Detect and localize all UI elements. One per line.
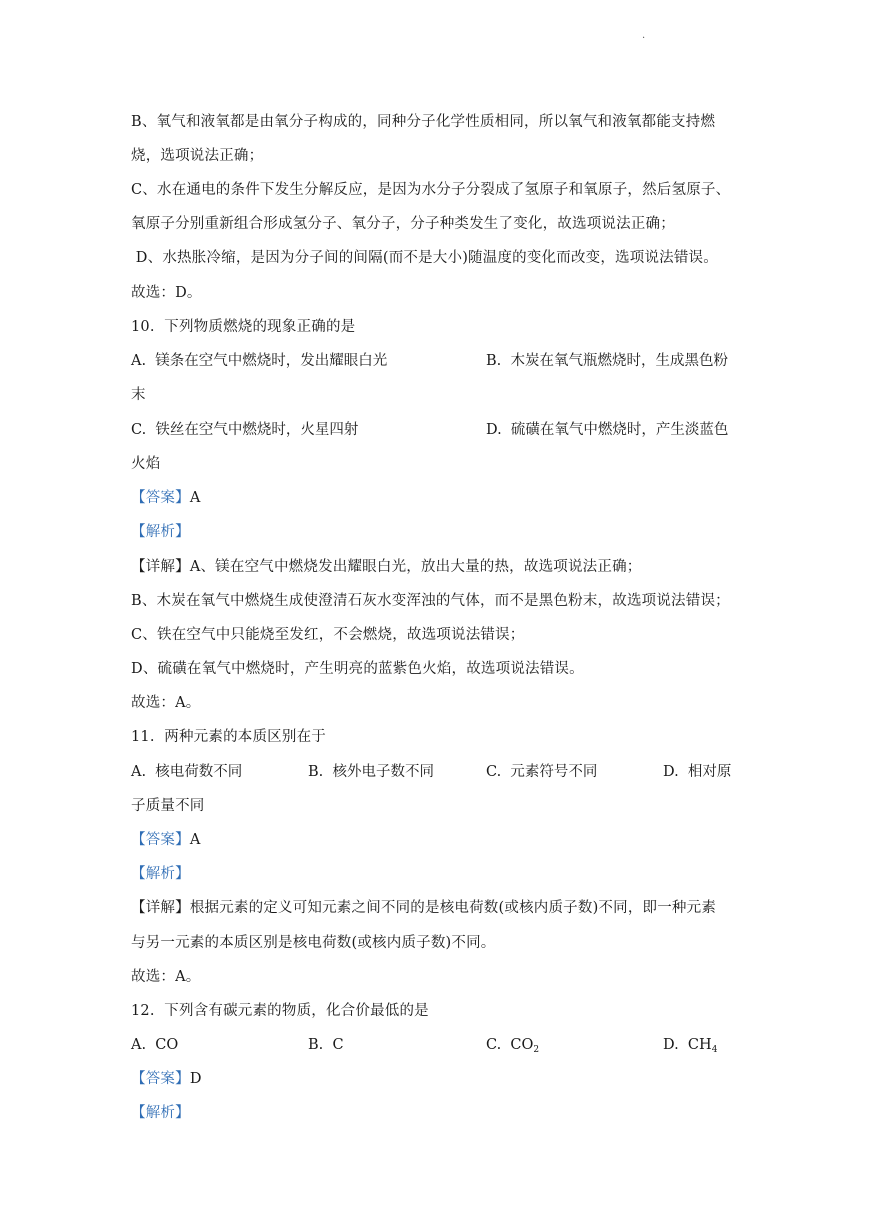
q9-detail-c-line1: C、水在通电的条件下发生分解反应，是因为水分子分裂成了氢原子和氧原子，然后氢原子、	[131, 182, 731, 198]
q10-choice: 故选：A。	[131, 695, 201, 711]
q10-detail-c: C、铁在空气中只能烧至发红，不会燃烧，故选项说法错误；	[131, 627, 525, 643]
q11-option-d-cont: 子质量不同	[131, 798, 205, 814]
q11-option-b: B. 核外电子数不同	[308, 764, 434, 780]
q12-option-d	[663, 1035, 717, 1060]
answer-value: A	[189, 490, 201, 506]
detail-text: 根据元素的定义可知元素之间不同的是核电荷数(或核内质子数)不同，即一种元素	[189, 900, 717, 916]
q10-detail-a	[131, 557, 641, 577]
q10-option-a: A. 镁条在空气中燃烧时，发出耀眼白光	[131, 353, 388, 369]
detail-tag: 【详解】	[131, 900, 190, 916]
q10-detail-b: B、木炭在氧气中燃烧生成使澄清石灰水变浑浊的气体，而不是黑色粉末，故选项说法错误；	[131, 593, 730, 609]
option-text: D. CH	[663, 1037, 712, 1053]
q11-stem: 11. 两种元素的本质区别在于	[131, 729, 326, 745]
answer-tag: 【答案】	[131, 832, 190, 848]
q11-answer	[131, 830, 200, 850]
header-dot: .	[642, 30, 646, 41]
q11-choice: 故选：A。	[131, 969, 201, 985]
q10-option-d-cont: 火焰	[131, 456, 161, 472]
q12-stem: 12. 下列含有碳元素的物质，化合价最低的是	[131, 1003, 429, 1019]
q10-option-c: C. 铁丝在空气中燃烧时，火星四射	[131, 422, 359, 438]
q11-option-d: D. 相对原	[663, 764, 732, 780]
q9-choice: 故选：D。	[131, 285, 202, 301]
q12-option-b: B. C	[308, 1037, 344, 1053]
subscript: 4	[711, 1045, 718, 1055]
q10-option-b-cont: 末	[131, 387, 146, 403]
q9-detail-b-line2: 烧，选项说法正确；	[131, 148, 264, 164]
q11-detail-line1	[131, 898, 716, 918]
q11-analysis-tag: 【解析】	[131, 866, 190, 882]
q10-answer	[131, 488, 200, 508]
q10-detail-d: D、硫磺在氧气中燃烧时，产生明亮的蓝紫色火焰，故选项说法错误。	[131, 661, 584, 677]
q11-detail-line2: 与另一元素的本质区别是核电荷数(或核内质子数)不同。	[131, 935, 496, 951]
q10-option-b: B. 木炭在氧气瓶燃烧时，生成黑色粉	[486, 353, 728, 369]
q10-stem: 10. 下列物质燃烧的现象正确的是	[131, 319, 356, 335]
detail-tag: 【详解】	[131, 559, 190, 575]
answer-value: A	[189, 832, 201, 848]
q9-detail-d-line: D、水热胀冷缩，是因为分子间的间隔(而不是大小)随温度的变化而改变，选项说法错误。	[131, 250, 718, 266]
q12-analysis-tag: 【解析】	[131, 1105, 190, 1121]
q10-analysis-tag: 【解析】	[131, 524, 190, 540]
answer-tag: 【答案】	[131, 490, 190, 506]
q12-answer	[131, 1069, 202, 1089]
answer-tag: 【答案】	[131, 1071, 190, 1087]
q10-option-d: D. 硫磺在氧气中燃烧时，产生淡蓝色	[486, 422, 729, 438]
q9-detail-b-line1: B、氧气和液氧都是由氧分子构成的，同种分子化学性质相同，所以氧气和液氧都能支持燃	[131, 114, 716, 130]
q11-option-a: A. 核电荷数不同	[131, 764, 243, 780]
q11-option-c: C. 元素符号不同	[486, 764, 598, 780]
q12-option-a: A. CO	[131, 1037, 179, 1053]
answer-value: D	[189, 1071, 202, 1087]
detail-text: A、镁在空气中燃烧发出耀眼白光，放出大量的热，故选项说法正确；	[189, 559, 642, 575]
option-text: C. CO	[486, 1037, 534, 1053]
q9-detail-c-line2: 氧原子分别重新组合形成氢分子、氧分子，分子种类发生了变化，故选项说法正确；	[131, 216, 675, 232]
q12-option-c	[486, 1035, 539, 1060]
subscript: 2	[533, 1045, 540, 1055]
